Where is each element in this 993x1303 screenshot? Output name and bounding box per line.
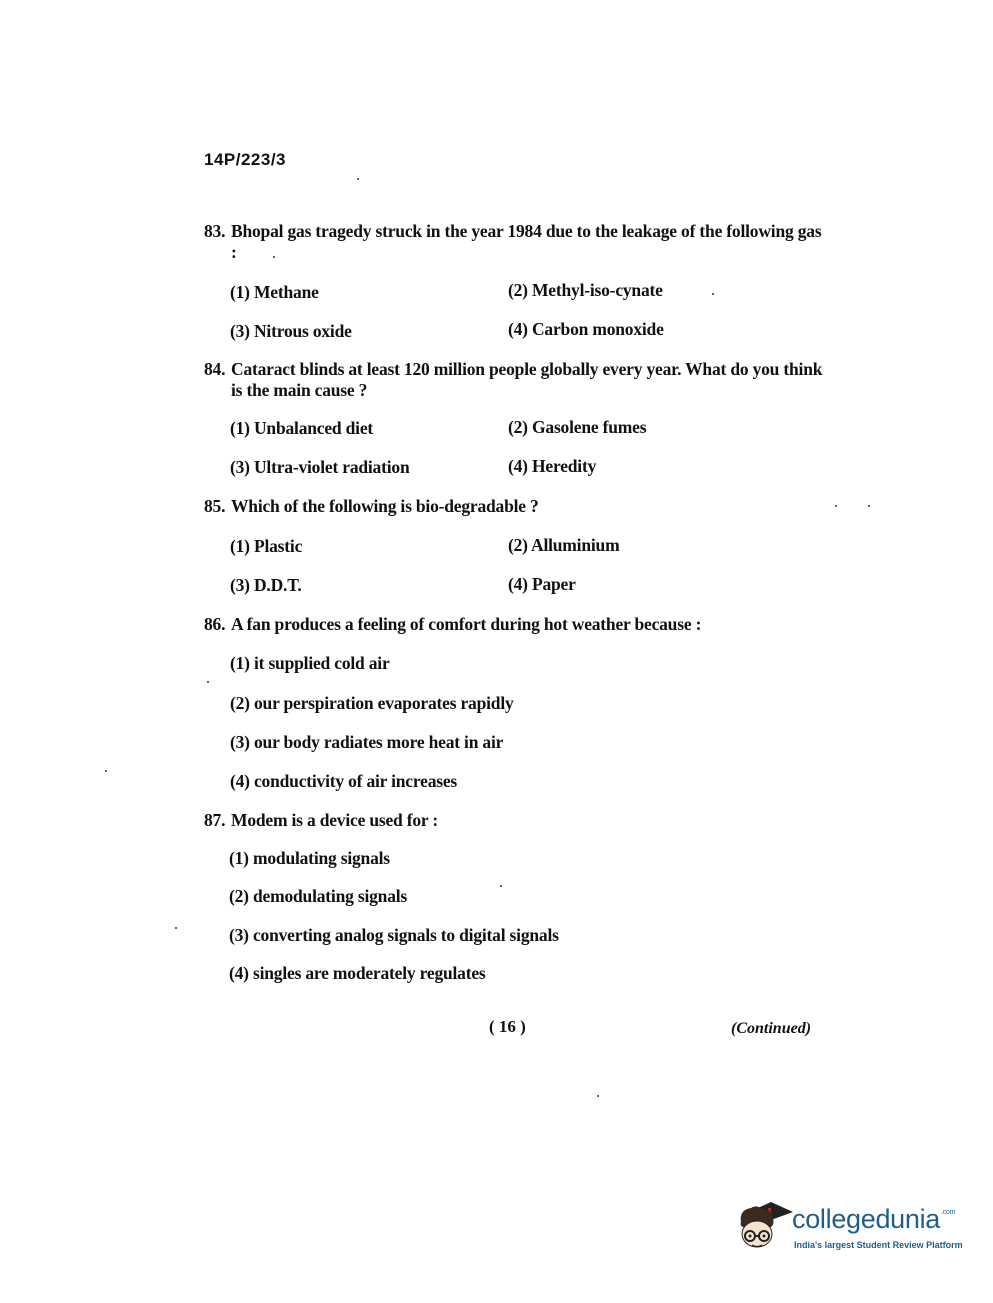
question-86 xyxy=(204,614,824,635)
question-84 xyxy=(204,359,824,401)
option-85-1: (1) Plastic xyxy=(230,536,303,556)
scan-speck xyxy=(835,505,837,507)
question-number: 87. xyxy=(204,810,226,830)
page-number: ( 16 ) xyxy=(489,1017,526,1036)
logo-tagline: India's largest Student Review Platform xyxy=(794,1240,963,1250)
option-84-3: (3) Ultra-violet radiation xyxy=(230,457,410,477)
question-text: A fan produces a feeling of comfort during hot weather because : xyxy=(231,614,702,634)
question-85 xyxy=(204,496,824,517)
question-text: Which of the following is bio-degradable ? xyxy=(231,496,539,516)
option-87-3: (3) converting analog signals to digital signals xyxy=(229,925,559,945)
option-86-3: (3) our body radiates more heat in air xyxy=(230,732,504,752)
scan-speck xyxy=(357,178,359,180)
option-83-1: (1) Methane xyxy=(230,282,319,302)
option-87-2: (2) demodulating signals xyxy=(229,886,408,906)
option-83-4: (4) Carbon monoxide xyxy=(508,319,664,339)
scan-speck xyxy=(175,927,177,929)
question-number: 84. xyxy=(204,359,226,379)
option-84-4: (4) Heredity xyxy=(508,456,597,476)
option-87-1: (1) modulating signals xyxy=(229,848,390,868)
option-83-2: (2) Methyl-iso-cynate xyxy=(508,280,663,300)
option-84-2: (2) Gasolene fumes xyxy=(508,417,647,437)
question-number: 83. xyxy=(204,221,226,241)
question-87 xyxy=(204,810,824,831)
paper-code: 14P/223/3 xyxy=(204,150,287,169)
student-mascot-icon xyxy=(735,1196,793,1258)
scan-speck xyxy=(712,293,714,295)
option-87-4: (4) singles are moderately regulates xyxy=(229,963,486,983)
option-86-1: (1) it supplied cold air xyxy=(230,653,390,673)
logo-brand: collegedunia$^{.com}$ xyxy=(792,1204,956,1234)
question-text: Bhopal gas tragedy struck in the year 1984 due to the leakage of the following gas : xyxy=(231,221,822,262)
option-86-4: (4) conductivity of air increases xyxy=(230,771,458,791)
question-83 xyxy=(204,221,824,263)
question-number: 85. xyxy=(204,496,226,516)
scan-speck xyxy=(500,885,502,887)
scan-speck xyxy=(868,505,870,507)
question-text: Cataract blinds at least 120 million people globally every year. What do you think is the main cause ? xyxy=(231,359,823,400)
collegedunia-logo xyxy=(735,1196,965,1266)
option-83-3: (3) Nitrous oxide xyxy=(230,321,352,341)
option-85-3: (3) D.D.T. xyxy=(230,575,302,595)
option-86-2: (2) our perspiration evaporates rapidly xyxy=(230,693,514,713)
logo-domain-suffix: .com xyxy=(941,1209,956,1216)
scan-speck xyxy=(597,1095,599,1097)
scan-speck xyxy=(273,256,275,258)
option-85-4: (4) Paper xyxy=(508,574,576,594)
option-84-1: (1) Unbalanced diet xyxy=(230,418,374,438)
scan-speck xyxy=(105,770,107,772)
continued-note: (Continued) xyxy=(731,1020,812,1037)
option-85-2: (2) Alluminium xyxy=(508,535,620,555)
scan-speck xyxy=(207,681,209,683)
question-text: Modem is a device used for : xyxy=(231,810,438,830)
question-number: 86. xyxy=(204,614,226,634)
